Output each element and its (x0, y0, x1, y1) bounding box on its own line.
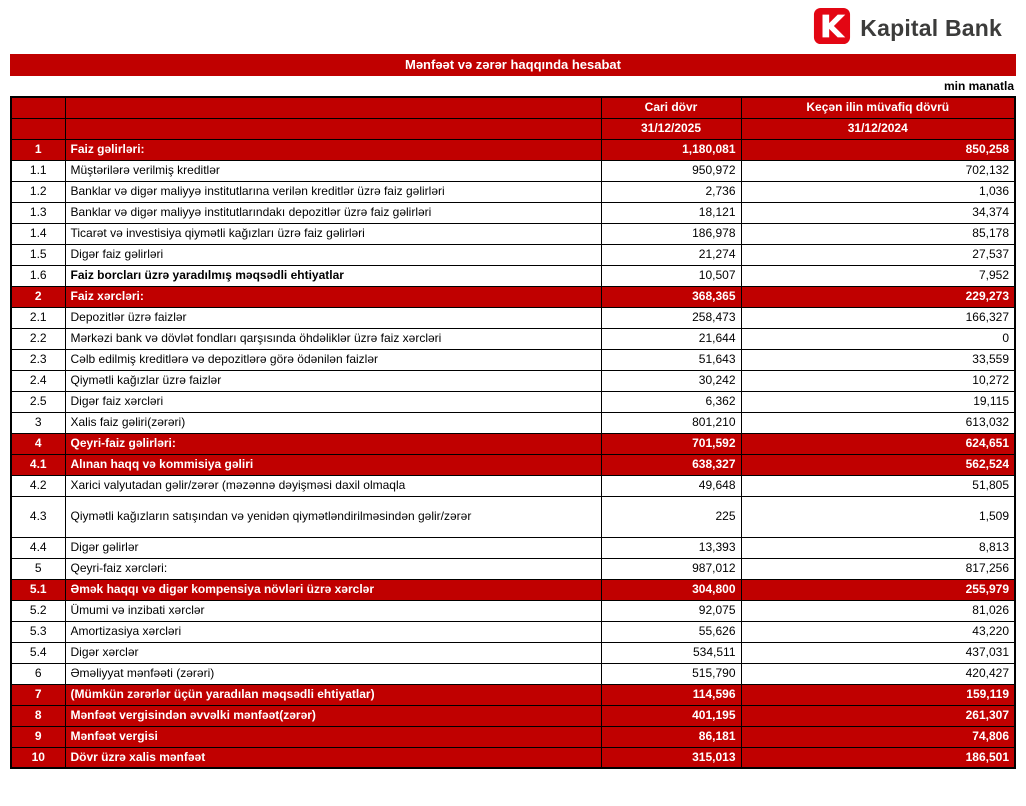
row-number: 5 (11, 558, 65, 579)
row-value-current: 55,626 (601, 621, 741, 642)
row-value-current: 638,327 (601, 454, 741, 475)
table-row (11, 579, 1015, 600)
row-label: Əməliyyat mənfəəti (zərəri) (65, 663, 601, 684)
header-previous-date: 31/12/2024 (741, 118, 1015, 139)
row-value-current: 801,210 (601, 412, 741, 433)
unit-note: min manatla (943, 79, 1014, 93)
table-row (11, 391, 1015, 412)
table-row (11, 600, 1015, 621)
table-row (11, 454, 1015, 475)
row-number: 4.1 (11, 454, 65, 475)
row-value-previous: 81,026 (741, 600, 1015, 621)
row-number: 2.4 (11, 370, 65, 391)
row-label: Digər xərclər (65, 642, 601, 663)
row-number: 8 (11, 705, 65, 726)
row-value-previous: 613,032 (741, 412, 1015, 433)
row-number: 4 (11, 433, 65, 454)
pnl-table (10, 96, 1016, 769)
row-value-current: 18,121 (601, 202, 741, 223)
row-value-previous: 229,273 (741, 286, 1015, 307)
row-number: 1.2 (11, 181, 65, 202)
row-label: Banklar və digər maliyyə institutlarına verilən kreditlər üzrə faiz gəlirləri (65, 181, 601, 202)
row-value-current: 86,181 (601, 726, 741, 747)
row-label: (Mümkün zərərlər üçün yaradılan məqsədli ehtiyatlar) (65, 684, 601, 705)
row-number: 1.5 (11, 244, 65, 265)
row-number: 5.1 (11, 579, 65, 600)
header-date-row (11, 118, 1015, 139)
row-label: Cəlb edilmiş kreditlərə və depozitlərə görə ödənilən faizlər (65, 349, 601, 370)
row-number: 1.4 (11, 223, 65, 244)
header-current-date: 31/12/2025 (601, 118, 741, 139)
row-value-previous: 562,524 (741, 454, 1015, 475)
row-label: Mərkəzi bank və dövlət fondları qarşısında öhdəliklər üzrə faiz xərcləri (65, 328, 601, 349)
table-row (11, 663, 1015, 684)
kapital-bank-logo (813, 7, 1002, 50)
row-value-current: 49,648 (601, 475, 741, 496)
row-value-current: 304,800 (601, 579, 741, 600)
row-number: 1.3 (11, 202, 65, 223)
row-value-previous: 85,178 (741, 223, 1015, 244)
row-value-previous: 10,272 (741, 370, 1015, 391)
row-number: 1 (11, 139, 65, 160)
row-value-previous: 51,805 (741, 475, 1015, 496)
row-value-previous: 420,427 (741, 663, 1015, 684)
row-number: 2.2 (11, 328, 65, 349)
table-row (11, 160, 1015, 181)
row-value-previous: 624,651 (741, 433, 1015, 454)
row-value-current: 2,736 (601, 181, 741, 202)
row-value-current: 258,473 (601, 307, 741, 328)
table-row (11, 202, 1015, 223)
row-label: Qeyri-faiz xərcləri: (65, 558, 601, 579)
row-value-previous: 33,559 (741, 349, 1015, 370)
row-label: Alınan haqq və kommisiya gəliri (65, 454, 601, 475)
row-value-current: 534,511 (601, 642, 741, 663)
row-value-current: 21,644 (601, 328, 741, 349)
row-value-current: 114,596 (601, 684, 741, 705)
row-value-previous: 261,307 (741, 705, 1015, 726)
row-label: Amortizasiya xərcləri (65, 621, 601, 642)
row-label: Mənfəət vergisindən əvvəlki mənfəət(zərər) (65, 705, 601, 726)
row-value-previous: 0 (741, 328, 1015, 349)
report-title: Mənfəət və zərər haqqında hesabat (10, 54, 1016, 76)
header-label-blank (65, 97, 601, 118)
table-row (11, 433, 1015, 454)
row-label: Ümumi və inzibati xərclər (65, 600, 601, 621)
table-row (11, 265, 1015, 286)
header-no-blank (11, 97, 65, 118)
row-value-current: 701,592 (601, 433, 741, 454)
row-number: 3 (11, 412, 65, 433)
row-label: Digər gəlirlər (65, 537, 601, 558)
table-row (11, 307, 1015, 328)
row-number: 4.2 (11, 475, 65, 496)
table-row (11, 747, 1015, 768)
row-value-current: 30,242 (601, 370, 741, 391)
row-label: Digər faiz gəlirləri (65, 244, 601, 265)
table-row (11, 223, 1015, 244)
row-number: 1.6 (11, 265, 65, 286)
header-label-blank2 (65, 118, 601, 139)
header-bar (10, 6, 1016, 50)
table-row (11, 558, 1015, 579)
table-row (11, 475, 1015, 496)
row-number: 7 (11, 684, 65, 705)
row-value-previous: 702,132 (741, 160, 1015, 181)
row-value-previous: 1,036 (741, 181, 1015, 202)
row-value-current: 987,012 (601, 558, 741, 579)
row-label: Müştərilərə verilmiş kreditlər (65, 160, 601, 181)
table-row (11, 684, 1015, 705)
table-row (11, 286, 1015, 307)
table-row (11, 496, 1015, 537)
kapital-bank-logo-text: Kapital Bank (860, 14, 1002, 41)
row-value-previous: 255,979 (741, 579, 1015, 600)
row-value-current: 13,393 (601, 537, 741, 558)
row-value-current: 315,013 (601, 747, 741, 768)
row-value-previous: 27,537 (741, 244, 1015, 265)
table-row (11, 537, 1015, 558)
row-label: Qiymətli kağızlar üzrə faizlər (65, 370, 601, 391)
row-label: Ticarət və investisiya qiymətli kağızları üzrə faiz gəlirləri (65, 223, 601, 244)
row-number: 10 (11, 747, 65, 768)
table-row (11, 726, 1015, 747)
row-value-previous: 437,031 (741, 642, 1015, 663)
row-number: 1.1 (11, 160, 65, 181)
row-number: 6 (11, 663, 65, 684)
row-value-current: 368,365 (601, 286, 741, 307)
row-value-previous: 7,952 (741, 265, 1015, 286)
table-row (11, 642, 1015, 663)
row-number: 2 (11, 286, 65, 307)
table-row (11, 244, 1015, 265)
row-value-previous: 186,501 (741, 747, 1015, 768)
header-period-row (11, 97, 1015, 118)
table-row (11, 705, 1015, 726)
header-current-period: Cari dövr (601, 97, 741, 118)
header-previous-period: Keçən ilin müvafiq dövrü (741, 97, 1015, 118)
row-number: 5.3 (11, 621, 65, 642)
row-label: Faiz borcları üzrə yaradılmış məqsədli ehtiyatlar (65, 265, 601, 286)
table-row (11, 328, 1015, 349)
row-value-previous: 43,220 (741, 621, 1015, 642)
row-label: Faiz gəlirləri: (65, 139, 601, 160)
row-label: Mənfəət vergisi (65, 726, 601, 747)
row-value-current: 92,075 (601, 600, 741, 621)
row-label: Dövr üzrə xalis mənfəət (65, 747, 601, 768)
table-body (11, 139, 1015, 768)
row-value-current: 401,195 (601, 705, 741, 726)
row-value-current: 186,978 (601, 223, 741, 244)
header-no-blank2 (11, 118, 65, 139)
table-head (11, 97, 1015, 139)
table-row (11, 181, 1015, 202)
row-label: Banklar və digər maliyyə institutlarındakı depozitlər üzrə faiz gəlirləri (65, 202, 601, 223)
row-value-current: 225 (601, 496, 741, 537)
row-number: 2.1 (11, 307, 65, 328)
row-value-previous: 159,119 (741, 684, 1015, 705)
kapital-bank-logo-icon (813, 7, 851, 50)
row-number: 2.5 (11, 391, 65, 412)
row-value-previous: 74,806 (741, 726, 1015, 747)
row-label: Faiz xərcləri: (65, 286, 601, 307)
row-value-previous: 8,813 (741, 537, 1015, 558)
row-label: Xalis faiz gəliri(zərəri) (65, 412, 601, 433)
row-value-current: 950,972 (601, 160, 741, 181)
table-row (11, 370, 1015, 391)
row-label: Əmək haqqı və digər kompensiya növləri üzrə xərclər (65, 579, 601, 600)
row-value-current: 51,643 (601, 349, 741, 370)
row-number: 4.3 (11, 496, 65, 537)
row-value-current: 10,507 (601, 265, 741, 286)
row-number: 5.4 (11, 642, 65, 663)
row-value-previous: 850,258 (741, 139, 1015, 160)
row-value-current: 515,790 (601, 663, 741, 684)
row-value-current: 1,180,081 (601, 139, 741, 160)
row-label: Depozitlər üzrə faizlər (65, 307, 601, 328)
row-number: 9 (11, 726, 65, 747)
table-row (11, 412, 1015, 433)
row-label: Qiymətli kağızların satışından və yenidən qiymətləndirilməsindən gəlir/zərər (65, 496, 601, 537)
row-number: 2.3 (11, 349, 65, 370)
row-number: 5.2 (11, 600, 65, 621)
row-value-previous: 817,256 (741, 558, 1015, 579)
row-number: 4.4 (11, 537, 65, 558)
table-row (11, 349, 1015, 370)
row-value-current: 6,362 (601, 391, 741, 412)
row-label: Qeyri-faiz gəlirləri: (65, 433, 601, 454)
row-value-previous: 34,374 (741, 202, 1015, 223)
row-value-previous: 19,115 (741, 391, 1015, 412)
row-label: Digər faiz xərcləri (65, 391, 601, 412)
row-value-current: 21,274 (601, 244, 741, 265)
table-row (11, 139, 1015, 160)
table-row (11, 621, 1015, 642)
row-value-previous: 1,509 (741, 496, 1015, 537)
row-label: Xarici valyutadan gəlir/zərər (məzənnə dəyişməsi daxil olmaqla (65, 475, 601, 496)
row-value-previous: 166,327 (741, 307, 1015, 328)
